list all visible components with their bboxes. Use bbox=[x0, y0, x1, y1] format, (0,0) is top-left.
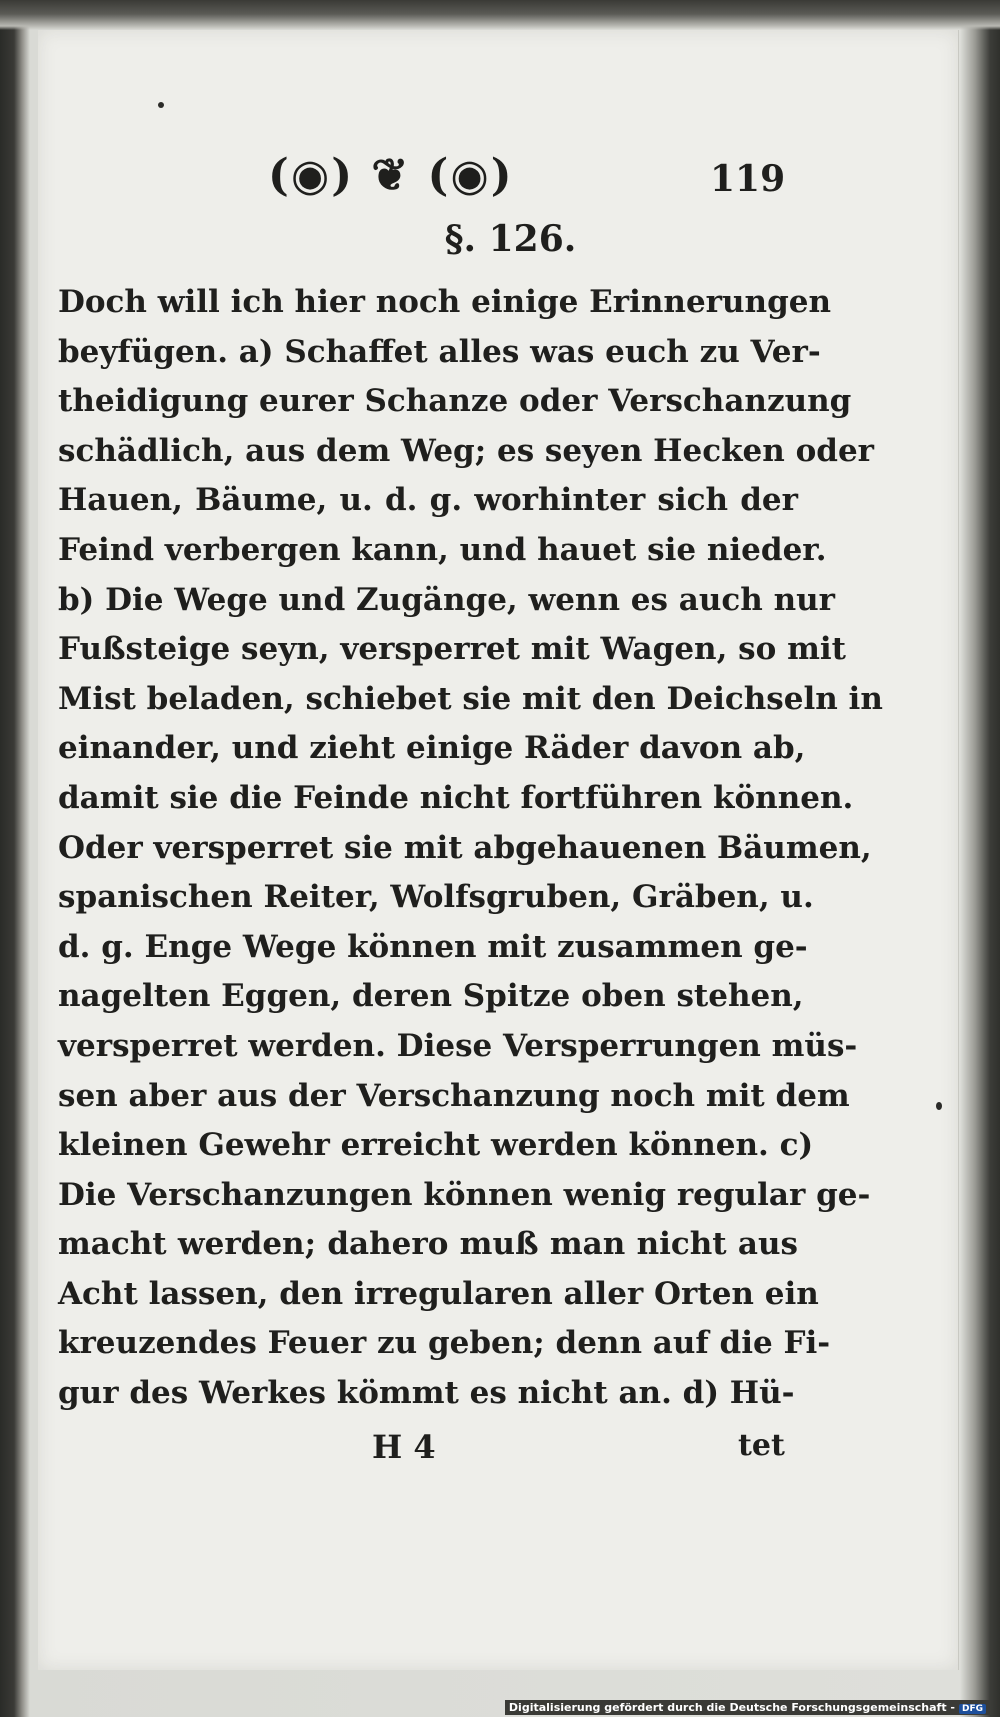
signature-mark: H 4 bbox=[372, 1428, 436, 1466]
text-line: Mist beladen, schiebet sie mit den Deichseln in bbox=[58, 680, 883, 717]
running-header bbox=[38, 150, 958, 210]
catchword: tet bbox=[738, 1428, 785, 1463]
text-line: d. g. Enge Wege können mit zusammen ge- bbox=[58, 928, 808, 965]
text-line: Oder versperret sie mit abgehauenen Bäumen, bbox=[58, 829, 872, 866]
text-line: Feind verbergen kann, und hauet sie nieder. bbox=[58, 531, 827, 568]
text-line: nagelten Eggen, deren Spitze oben stehen, bbox=[58, 978, 804, 1015]
dfg-logo-badge: DFG bbox=[959, 1704, 986, 1714]
text-line: b) Die Wege und Zugänge, wenn es auch nur bbox=[58, 581, 835, 618]
ink-speck bbox=[158, 102, 164, 108]
text-line: einander, und zieht einige Räder davon ab, bbox=[58, 730, 806, 767]
page-footer bbox=[38, 1428, 958, 1478]
header-ornament: (◉) ❦ (◉) bbox=[268, 150, 514, 201]
section-title: §. 126. bbox=[444, 218, 577, 260]
text-line: Acht lassen, den irregularen aller Orten ein bbox=[58, 1275, 819, 1312]
text-line: macht werden; dahero muß man nicht aus bbox=[58, 1226, 798, 1263]
text-line: Die Verschanzungen können wenig regular ge- bbox=[58, 1176, 871, 1213]
text-line: Fußsteige seyn, versperret mit Wagen, so mit bbox=[58, 631, 846, 668]
text-line: spanischen Reiter, Wolfsgruben, Gräben, u. bbox=[58, 879, 814, 916]
ink-speck bbox=[936, 1102, 942, 1110]
text-line: kleinen Gewehr erreicht werden können. c) bbox=[58, 1127, 814, 1164]
text-line: beyfügen. a) Schaffet alles was euch zu Ver- bbox=[58, 333, 821, 370]
book-top-edge bbox=[0, 0, 1000, 30]
text-line: kreuzendes Feuer zu geben; denn auf die Fi- bbox=[58, 1325, 831, 1362]
credit-text: Digitalisierung gefördert durch die Deutsche Forschungsgemeinschaft - bbox=[508, 1701, 955, 1714]
text-line: theidigung eurer Schanze oder Verschanzung bbox=[58, 383, 852, 420]
text-line: schädlich, aus dem Weg; es seyen Hecken oder bbox=[58, 432, 875, 469]
page-number: 119 bbox=[710, 158, 786, 200]
text-line: sen aber aus der Verschanzung noch mit dem bbox=[58, 1077, 850, 1114]
body-text bbox=[58, 278, 883, 1419]
text-line: damit sie die Feinde nicht fortführen können. bbox=[58, 779, 854, 816]
text-line: Hauen, Bäume, u. d. g. worhinter sich der bbox=[58, 482, 798, 519]
text-line: Doch will ich hier noch einige Erinnerungen bbox=[58, 284, 832, 320]
text-line: versperret werden. Diese Versperrungen müs- bbox=[58, 1027, 858, 1064]
digitization-credit bbox=[505, 1700, 990, 1715]
book-page bbox=[38, 30, 959, 1670]
text-line: gur des Werkes kömmt es nicht an. d) Hü- bbox=[58, 1375, 795, 1412]
